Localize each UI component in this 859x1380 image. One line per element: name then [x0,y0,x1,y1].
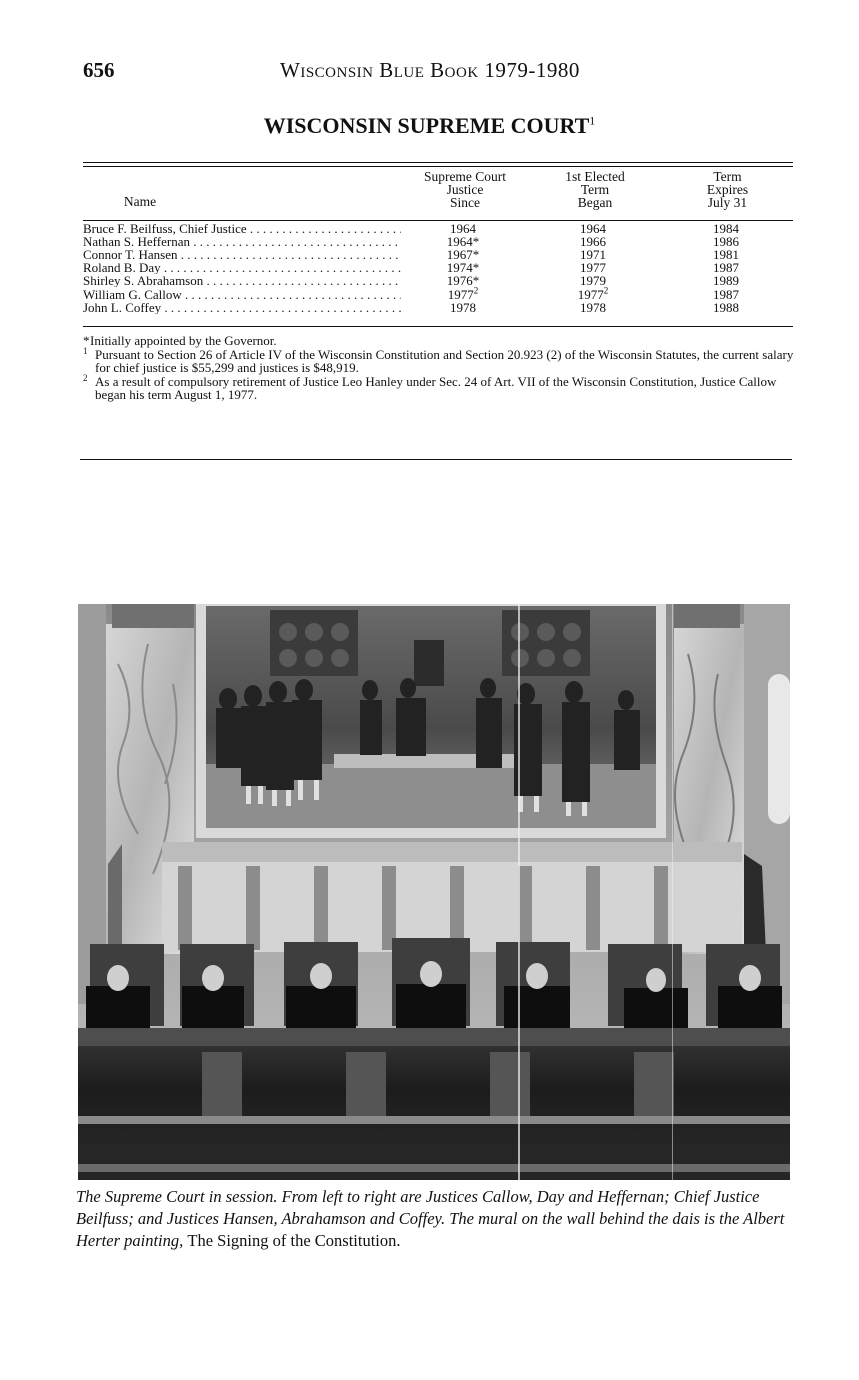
table-row [83,222,793,235]
table-row [83,301,793,314]
table-row [83,248,793,261]
footnote-text: Initially appointed by the Governor. [90,333,277,348]
column-header-line: Justice [446,182,484,197]
justice-name: Shirley S. Abrahamson . . . [83,274,401,287]
court-photograph-illustration [78,604,790,1180]
column-header-expires [675,170,780,209]
photo-caption [76,1186,796,1252]
column-header-line: Name [123,194,157,209]
page-number: 656 [83,58,115,82]
footnote-mark: 1 [83,346,88,356]
column-header-began [540,170,650,209]
column-header-line: Supreme Court [423,169,507,184]
column-header-name [100,195,180,208]
justice-since: 1964 [450,221,476,236]
table-row [83,285,793,302]
justice-since: 1967* [446,247,480,262]
footnote-text: Pursuant to Section 26 of Article IV of the Wisconsin Constitution and Section 20.923 (2) of the Wisconsin Statutes, the current salary for chief justice is $55,299 and justices is $48,919. [95,347,794,375]
column-header-line: Began [577,195,613,210]
term-expires: 1981 [713,247,739,262]
section-title-footnote-mark: 1 [589,113,596,128]
court-photograph [78,604,790,1180]
column-header-line: 1st Elected [565,169,625,184]
justice-name: John L. Coffey . . . [83,301,401,314]
justice-since: 1976* [446,273,480,288]
term-expires: 1989 [713,273,739,288]
column-header-since [405,170,525,209]
section-title [0,113,859,139]
footnote [83,348,795,374]
column-header-line: July 31 [707,195,748,210]
first-term-began: 1978 [580,300,606,315]
column-header-line: Expires [706,182,749,197]
term-expires: 1988 [713,300,739,315]
caption-painting-title: The Signing of the Constitution. [187,1231,401,1250]
term-expires: 1987 [713,287,739,302]
footnote-mark: * [83,333,90,348]
table-header-rule [83,220,793,221]
first-term-began: 1964 [580,221,606,236]
column-header-line: Term [580,182,610,197]
table-row [83,274,793,287]
justice-name: William G. Callow . . . [83,288,401,301]
first-term-began: 1979 [580,273,606,288]
running-head: Wisconsin Blue Book 1979-1980 [280,58,580,82]
section-title-text: WISCONSIN SUPREME COURT [263,113,590,138]
term-expires: 1986 [713,234,739,249]
footnote-text: As a result of compulsory retirement of Justice Leo Hanley under Sec. 24 of Art. VII of the Wisconsin Constitution, Justice Callow began his term August 1, 1977. [95,374,777,402]
section-divider [80,459,792,460]
justice-since: 1977$^2$ [447,285,479,302]
justice-name: Bruce F. Beilfuss, Chief Justice . . . [83,222,401,235]
justice-name: Roland B. Day . . . [83,261,401,274]
justice-name: Connor T. Hansen . . . [83,248,401,261]
justice-name: Nathan S. Heffernan . . . [83,235,401,248]
table-bottom-rule [83,326,793,327]
caption-italic-text: The Supreme Court in session. From left to right are Justices Callow, Day and Heffernan; Chief Justice Beilfuss; and Justices Hansen, Abrahamson and Coffey. The mural on the wall behind the dais is the Albert Herter painting, [76,1187,785,1250]
footnote-mark: 2 [83,373,88,383]
footnote [83,334,795,347]
table-top-rule [83,162,793,163]
table-top-rule-2 [83,166,793,167]
table-row [83,261,793,274]
first-term-began: 1977 [580,260,606,275]
column-header-line: Since [450,195,480,210]
justice-since: 1964* [446,234,480,249]
first-term-began: 1977$^2$ [577,285,609,302]
column-header-line: Term [713,169,742,184]
justice-since: 1974* [446,260,480,275]
footnote [83,375,795,401]
table-row [83,235,793,248]
first-term-began: 1971 [580,247,606,262]
justice-since: 1978 [450,300,476,315]
term-expires: 1984 [713,221,739,236]
first-term-began: 1966 [580,234,606,249]
term-expires: 1987 [713,260,739,275]
